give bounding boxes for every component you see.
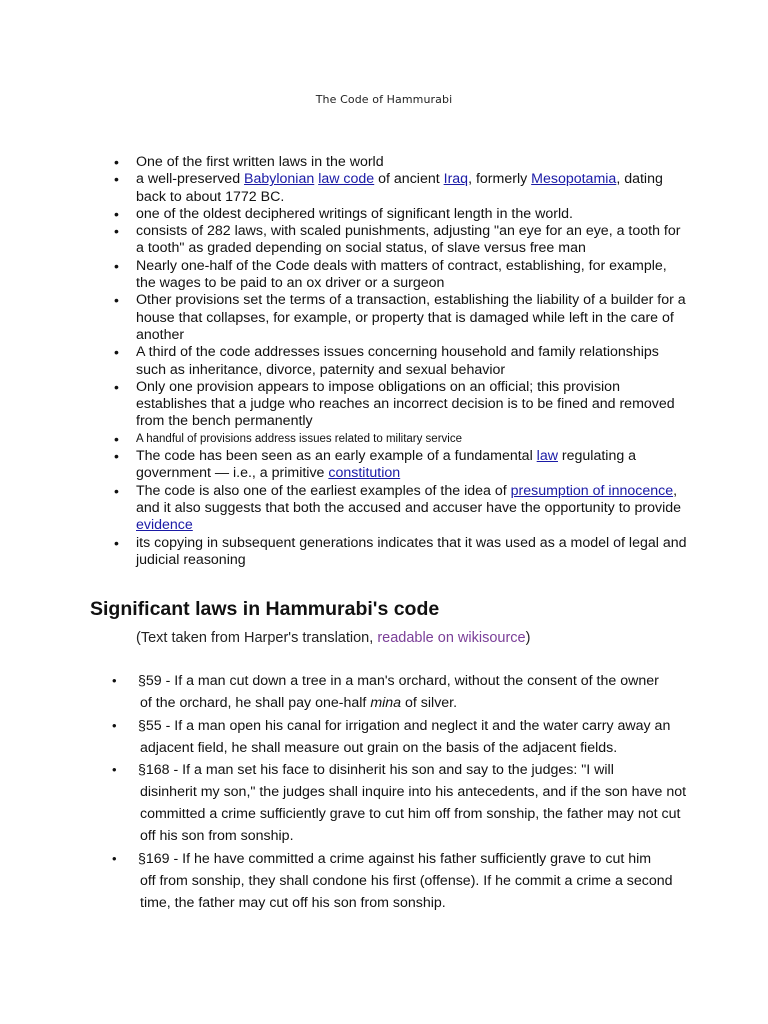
law-first-line: §168 - If a man set his face to disinherit his son and say to the judges: "I will: [138, 762, 614, 778]
text-run: of the orchard, he shall pay one-half: [140, 695, 371, 711]
text-run: a well-preserved: [136, 171, 245, 188]
list-item-text: Nearly one-half of the Code deals with matters of contract, establishing, for example, the wages to be paid to an ox driver or a surgeon: [136, 257, 667, 292]
list-item: [108, 483, 688, 535]
law-item: [108, 759, 688, 847]
list-item: [108, 535, 688, 570]
list-item-text: One of the first written laws in the world: [136, 154, 384, 170]
law-item: [108, 715, 688, 759]
section-heading: Significant laws in Hammurabi's code: [90, 598, 440, 620]
translation-note: [136, 630, 530, 646]
facts-list: [108, 154, 688, 569]
law-first-line: §59 - If a man cut down a tree in a man's orchard, without the consent of the owner: [138, 673, 659, 689]
list-item-text: one of the oldest deciphered writings of significant length in the world.: [136, 205, 573, 222]
law-continuation: off from sonship, they shall condone his first (offense). If he commit a crime a second time, the father may cut off his son from sonship.: [140, 872, 673, 911]
wikisource-link[interactable]: readable on wikisource: [377, 630, 526, 646]
text-run: , and it also suggests that both the accused and accuser have the opportunity to provide: [136, 482, 681, 516]
list-item: [108, 223, 688, 258]
list-item: [108, 206, 688, 223]
text-run: The code is also one of the earliest examples of the idea of: [136, 482, 511, 499]
law-first-line: §169 - If he have committed a crime against his father sufficiently grave to cut him: [138, 850, 652, 867]
law-first-line: §55 - If a man open his canal for irrigation and neglect it and the water carry away an: [138, 717, 671, 734]
document-title: The Code of Hammurabi: [315, 93, 453, 106]
text-run: The code has been seen as an early example of a fundamental: [136, 448, 537, 465]
law-continuation: disinherit my son," the judges shall inquire into his antecedents, and if the son have not committed a crime sufficiently grave to cut him off from sonship, the father may not cut off his son from sonship.: [140, 784, 687, 844]
list-item-text: its copying in subsequent generations indicates that it was used as a model of legal and judicial reasoning: [136, 534, 687, 568]
list-item: [108, 171, 688, 206]
emphasis-mina: mina: [370, 695, 402, 711]
law-continuation: adjacent field, he shall measure out grain on the basis of the adjacent fields.: [140, 739, 618, 756]
mesopotamia-link[interactable]: Mesopotamia: [531, 171, 617, 188]
iraq-link[interactable]: Iraq: [443, 171, 469, 188]
laws-list: [108, 670, 688, 914]
text-run: , formerly: [468, 171, 532, 188]
list-item: [108, 154, 688, 171]
text-run: regulating a government — i.e., a primitive: [136, 448, 637, 482]
list-item-text: consists of 282 laws, with scaled punishments, adjusting "an eye for an eye, a tooth for a tooth" as graded depending on social status, of slave versus free man: [136, 223, 681, 257]
note-suffix: ): [525, 630, 531, 646]
note-prefix: (Text taken from Harper's translation,: [136, 630, 378, 646]
list-item-text: Only one provision appears to impose obligations on an official; this provision establishes that a judge who reaches an incorrect decision is to be fined and removed from the bench permanently: [136, 378, 675, 430]
list-item-text: A handful of provisions address issues related to military service: [136, 432, 462, 445]
law-item: [108, 670, 688, 714]
list-item: [108, 344, 688, 379]
list-item: [108, 448, 688, 483]
babylonian-link[interactable]: Babylonian: [244, 171, 315, 188]
text-run: of silver.: [401, 695, 458, 711]
list-item-text: Other provisions set the terms of a transaction, establishing the liability of a builder for a house that collapses, for example, or property that is damaged while left in the care of another: [136, 292, 686, 343]
list-item: [108, 292, 688, 344]
law-link[interactable]: law: [536, 448, 558, 465]
constitution-link[interactable]: constitution: [328, 465, 401, 482]
text-run: of ancient: [374, 171, 444, 188]
text-run: , dating back to about 1772 BC.: [136, 171, 663, 205]
law-code-link[interactable]: law code: [318, 171, 375, 188]
list-item: [108, 379, 688, 431]
list-item-text: A third of the code addresses issues concerning household and family relationships such as inheritance, divorce, paternity and sexual behavior: [136, 344, 659, 378]
list-item: [108, 431, 688, 448]
presumption-of-innocence-link[interactable]: presumption of innocence: [510, 482, 674, 499]
law-continuation: [138, 692, 688, 714]
evidence-link[interactable]: evidence: [136, 517, 193, 534]
law-item: [108, 848, 688, 914]
list-item: [108, 258, 688, 293]
